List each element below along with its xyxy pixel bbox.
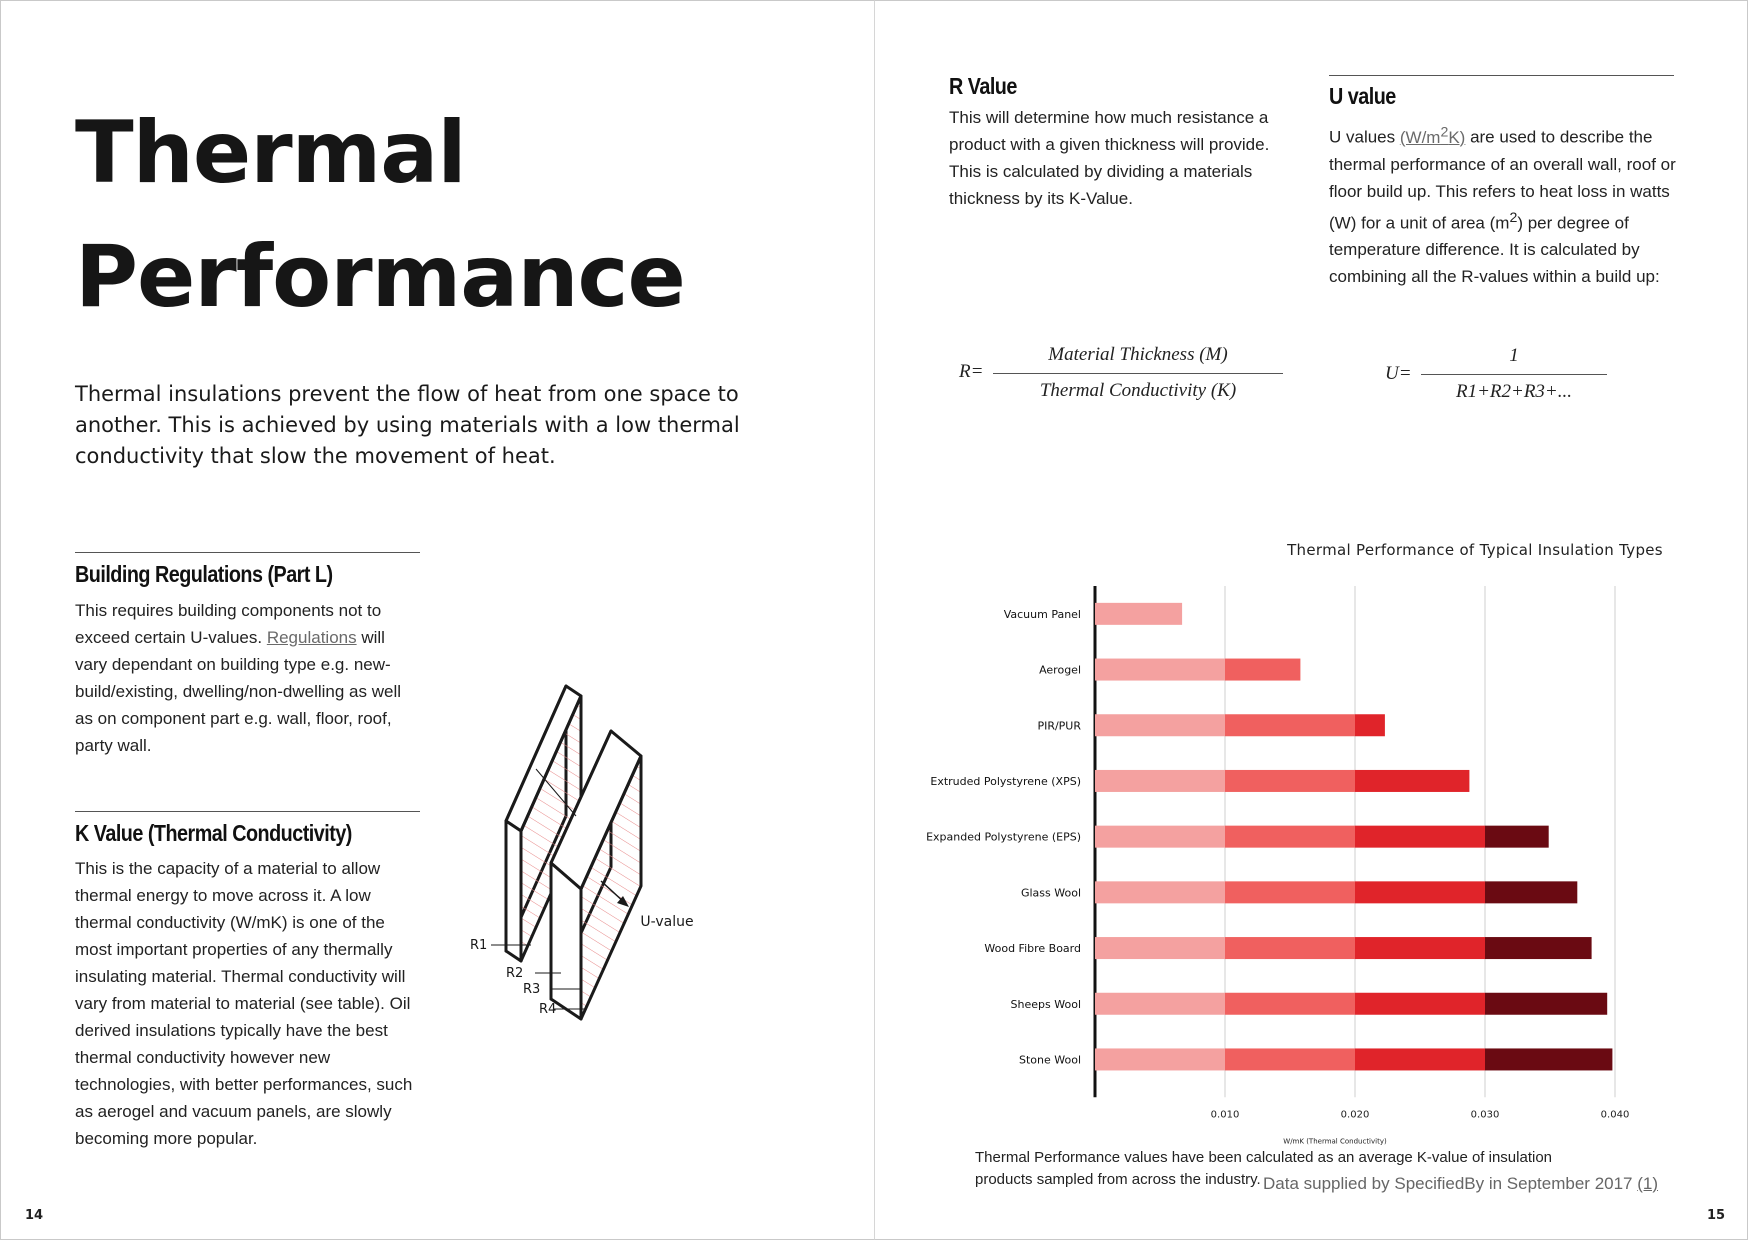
bar-segment: [1095, 937, 1225, 959]
unit-link-a: (W/m: [1399, 127, 1441, 147]
bar-segment: [1225, 826, 1355, 848]
bar-segment: [1355, 770, 1469, 792]
u-value-text: [1329, 119, 1679, 290]
bar-segment: [1225, 770, 1355, 792]
section-divider: [75, 552, 420, 553]
category-label: Wood Fibre Board: [984, 942, 1081, 956]
bar-segment: [1225, 1048, 1355, 1070]
building-regs-heading: Building Regulations (Part L): [75, 561, 333, 587]
r-equation-denominator: Thermal Conductivity (K): [1039, 380, 1237, 401]
u-equation-bar: [1421, 374, 1607, 375]
category-label: PIR/PUR: [1037, 719, 1081, 733]
bar-segment: [1355, 881, 1485, 903]
u-equation-lhs: U=: [1385, 363, 1412, 384]
r-value-text: This will determine how much resistance a product with a given thickness will provide. This is calculated by dividing a materials thickness by its K-Value.: [949, 108, 1270, 208]
page-title: [75, 91, 685, 339]
page-number-left: 14: [25, 1208, 44, 1223]
bar-segment: [1225, 993, 1355, 1015]
u-equation-numerator: 1: [1509, 345, 1519, 366]
u-value-text-c: ) per degree of temperature difference. It is calculated by combining all the R-values within a build up:: [1329, 213, 1660, 287]
category-label: Sheeps Wool: [1010, 997, 1081, 1011]
title-line-2: Performance: [75, 227, 685, 327]
bar-segment: [1225, 659, 1300, 681]
label-r4: R4: [539, 1002, 557, 1017]
bar-segment: [1095, 1048, 1225, 1070]
unit-link-b: K): [1448, 127, 1466, 147]
building-regs-text: [75, 597, 415, 759]
bar-segment: [1485, 881, 1577, 903]
x-tick-label: 0.030: [1470, 1109, 1500, 1121]
x-tick-label: 0.010: [1210, 1109, 1240, 1121]
bar-segment: [1485, 937, 1592, 959]
chart-title: Thermal Performance of Typical Insulation Types: [1287, 541, 1663, 559]
title-line-1: Thermal: [75, 103, 466, 203]
category-label: Stone Wool: [1018, 1053, 1081, 1067]
intro-paragraph: Thermal insulations prevent the flow of heat from one space to another. This is achieved by using materials with a low thermal conductivity that slow the movement of heat.: [75, 382, 740, 468]
source-footnote-link[interactable]: (1): [1637, 1174, 1659, 1193]
category-label: Glass Wool: [1020, 886, 1081, 900]
bar-segment: [1225, 937, 1355, 959]
x-axis-label: W/mK (Thermal Conductivity): [1283, 1137, 1387, 1146]
u-value-text-a: U values: [1329, 127, 1400, 147]
bar-segment: [1095, 881, 1225, 903]
bar-segment: [1485, 1048, 1612, 1070]
section-divider: [1329, 75, 1674, 76]
bar-segment: [1095, 770, 1225, 792]
category-label: Expanded Polystyrene (EPS): [926, 830, 1081, 844]
insulation-bar-chart: [875, 581, 1749, 1146]
label-r2: R2: [506, 966, 524, 981]
k-value-text: This is the capacity of a material to allow thermal energy to move across it. A low thermal conductivity (W/mK) is one of the most important properties of any thermally insulating material. Thermal conductivity will vary from material to material (see table). Oil derived insulations typically have the best thermal conductivity however new technologies, with better performances, such as aerogel and vacuum panels, are slowly becoming more popular.: [75, 859, 413, 1148]
building-regs-text-b: will vary dependant on building type e.g. new-build/existing, dwelling/non-dwelling as well as on component part e.g. wall, floor, roof, party wall.: [75, 628, 402, 755]
category-label: Extruded Polystyrene (XPS): [930, 774, 1081, 788]
bar-segment: [1095, 714, 1225, 736]
chart-caption: Thermal Performance values have been calculated as an average K-value of insulation products sampled from across the industry.: [975, 1149, 1553, 1188]
label-r3: R3: [523, 982, 541, 997]
building-regs-text-a: This requires building components not to exceed certain U-values.: [75, 601, 382, 647]
bar-segment: [1095, 603, 1182, 625]
bar-segment: [1355, 1048, 1485, 1070]
unit-link-sup: 2: [1440, 124, 1449, 140]
left-page: [0, 0, 874, 1240]
category-label: Vacuum Panel: [1003, 607, 1081, 621]
bar-segment: [1355, 937, 1485, 959]
wall-buildup-diagram: [470, 681, 781, 1041]
r-equation-bar: [993, 373, 1283, 374]
x-tick-label: 0.020: [1340, 1109, 1370, 1121]
bar-segment: [1485, 826, 1549, 848]
right-page: [874, 0, 1748, 1240]
label-r1: R1: [470, 938, 488, 953]
bar-segment: [1355, 714, 1385, 736]
bar-segment: [1225, 714, 1355, 736]
r-equation-lhs: R=: [959, 361, 984, 382]
u-value-text-b: are used to describe the thermal performance of an overall wall, roof or floor build up. This refers to heat loss in watts (W) for a unit of area (m: [1329, 127, 1676, 233]
r-value-heading: R Value: [949, 73, 1017, 99]
category-label: Aerogel: [1039, 663, 1081, 677]
regulations-link[interactable]: Regulations: [266, 628, 357, 647]
bar-segment: [1225, 881, 1355, 903]
section-divider: [75, 811, 420, 812]
u-value-heading: U value: [1329, 83, 1396, 109]
label-u-value: U-value: [640, 914, 694, 930]
r-equation-numerator: Material Thickness (M): [1048, 344, 1228, 365]
area-sup: 2: [1509, 209, 1518, 226]
bar-segment: [1095, 993, 1225, 1015]
bar-segment: [1355, 993, 1485, 1015]
u-equation-denominator: R1+R2+R3+...: [1455, 381, 1573, 402]
data-source-text: Data supplied by SpecifiedBy in September 2017: [1263, 1174, 1638, 1193]
bar-segment: [1095, 826, 1225, 848]
k-value-heading: K Value (Thermal Conductivity): [75, 820, 352, 846]
bar-segment: [1095, 659, 1225, 681]
bar-segment: [1355, 826, 1485, 848]
bar-segment: [1485, 993, 1607, 1015]
unit-link[interactable]: [1399, 124, 1466, 147]
data-source: [1263, 1174, 1658, 1194]
x-tick-label: 0.040: [1600, 1109, 1630, 1121]
page-number-right: 15: [1707, 1208, 1726, 1223]
